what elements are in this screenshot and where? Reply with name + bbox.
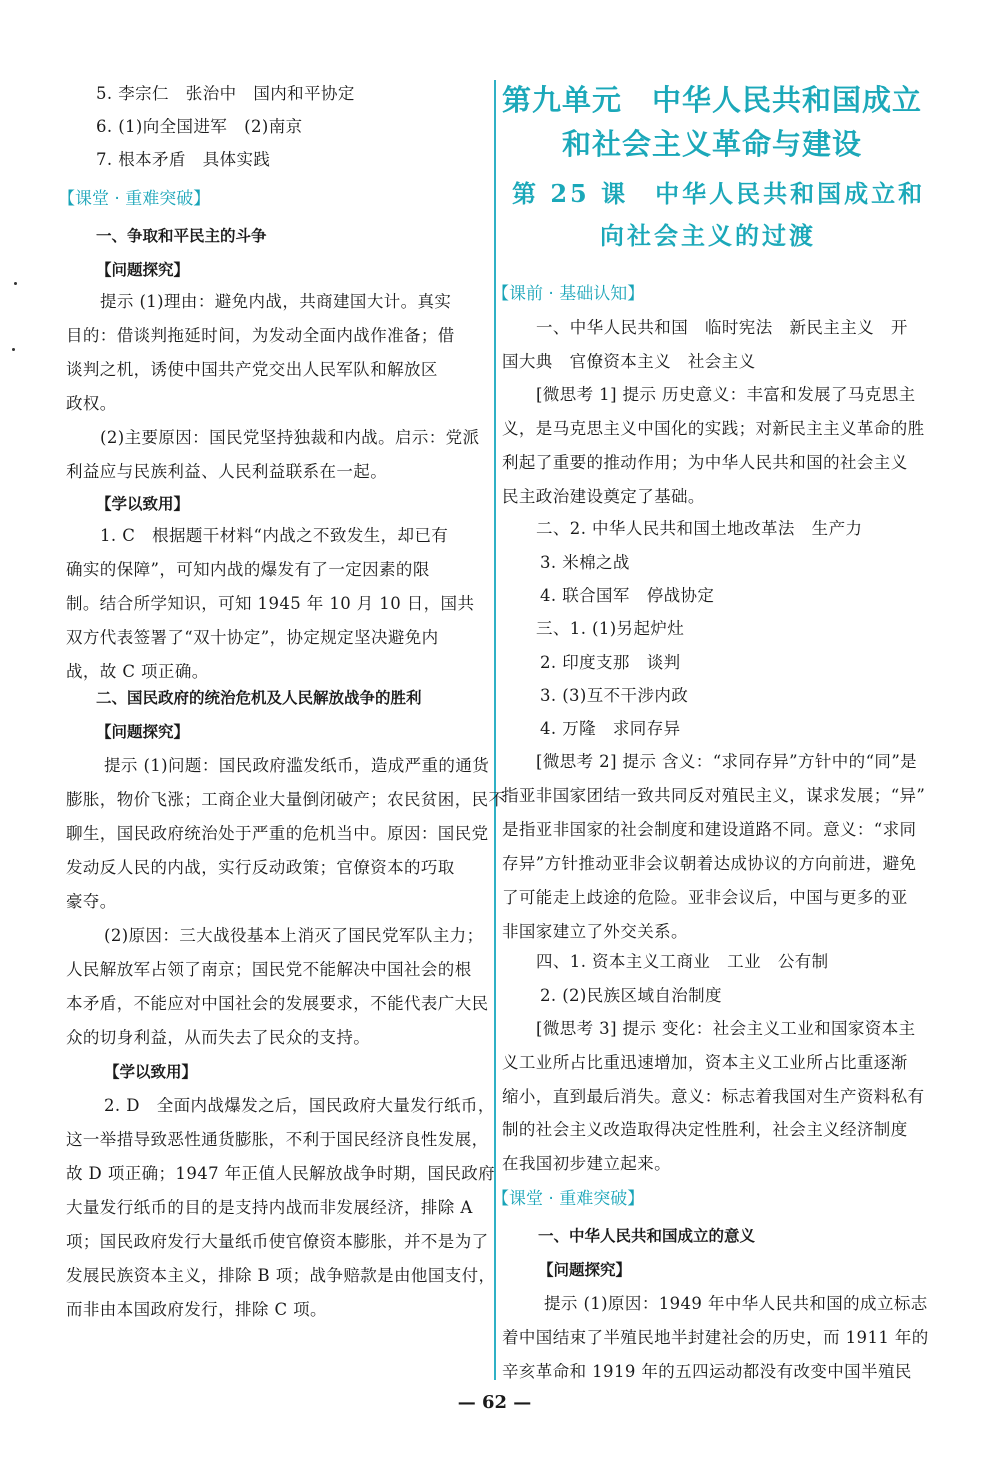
- text-line: 制。结合所学知识，可知 1945 年 10 月 10 日，国共: [66, 594, 475, 613]
- text-line: (2)主要原因：国民党坚持独裁和内战。启示：党派: [100, 428, 480, 447]
- text-line: 政权。: [66, 394, 117, 413]
- subsection-heading: 【问题探究】: [538, 1261, 632, 1279]
- text-line: 指亚非国家团结一致共同反对殖民主义，谋求发展；“异”: [502, 786, 926, 805]
- text-line: [微思考 1] 提示 历史意义：丰富和发展了马克思主: [536, 385, 916, 404]
- text-line: 战，故 C 项正确。: [66, 662, 209, 681]
- text-line: 在我国初步建立起来。: [502, 1154, 671, 1173]
- text-line: 辛亥革命和 1919 年的五四运动都没有改变中国半殖民: [502, 1362, 912, 1381]
- text-line: 义，是马克思主义中国化的实践；对新民主主义革命的胜: [502, 419, 925, 438]
- text-line: 三、1. (1)另起炉灶: [536, 619, 685, 638]
- text-line: 4. 联合国军 停战协定: [540, 586, 715, 605]
- text-line: 提示 (1)理由：避免内战，共商建国大计。真实: [100, 292, 452, 311]
- text-line: 利起了重要的推动作用；为中华人民共和国的社会主义: [502, 453, 908, 472]
- text-line: 义工业所占比重迅速增加，资本主义工业所占比重逐渐: [502, 1053, 908, 1072]
- section-tag: 【课堂 · 重难突破】: [58, 189, 211, 209]
- text-line: 双方代表签署了“双十协定”，协定规定坚决避免内: [66, 628, 439, 647]
- answer-line: 5. 李宗仁 张治中 国内和平协定: [96, 84, 355, 103]
- text-line: 缩小，直到最后消失。意义：标志着我国对生产资料私有: [502, 1087, 925, 1106]
- text-line: 确实的保障”，可知内战的爆发有了一定因素的限: [66, 560, 430, 579]
- text-line: 提示 (1)原因：1949 年中华人民共和国的成立标志: [544, 1294, 928, 1313]
- section-tag: 【课前 · 基础认知】: [492, 284, 645, 304]
- text-line: 3. (3)互不干涉内政: [540, 686, 689, 705]
- subsection-heading: 【学以致用】: [96, 495, 190, 513]
- text-line: 众的切身利益，从而失去了民众的支持。: [66, 1028, 371, 1047]
- text-line: [微思考 2] 提示 含义：“求同存异”方针中的“同”是: [536, 752, 918, 771]
- text-line: 3. 米棉之战: [540, 553, 630, 572]
- section-tag: 【课堂 · 重难突破】: [492, 1189, 645, 1209]
- lesson-title: 向社会主义的过渡: [600, 221, 816, 250]
- text-line: (2)原因：三大战役基本上消灭了国民党军队主力；: [104, 926, 484, 945]
- text-line: 这一举措导致恶性通货膨胀，不利于国民经济良性发展，: [66, 1130, 489, 1149]
- text-line: 制的社会主义改造取得决定性胜利，社会主义经济制度: [502, 1120, 908, 1139]
- text-line: 故 D 项正确；1947 年正值人民解放战争时期，国民政府: [66, 1164, 496, 1183]
- text-line: 项；国民政府发行大量纸币使官僚资本膨胀，并不是为了: [66, 1232, 489, 1251]
- text-line: 2. D 全面内战爆发之后，国民政府大量发行纸币，: [104, 1096, 495, 1115]
- text-line: 聊生，国民政府统治处于严重的危机当中。原因：国民党: [66, 824, 489, 843]
- answer-line: 7. 根本矛盾 具体实践: [96, 150, 271, 169]
- scan-mark: [12, 348, 15, 351]
- lesson-title: 第 25 课 中华人民共和国成立和: [512, 179, 926, 208]
- text-line: 存异”方针推动亚非会议朝着达成协议的方向前进，避免: [502, 854, 917, 873]
- text-line: 四、1. 资本主义工商业 工业 公有制: [536, 952, 829, 971]
- subsection-heading: 【问题探究】: [96, 261, 190, 279]
- text-line: 一、中华人民共和国 临时宪法 新民主主义 开: [536, 318, 908, 337]
- text-line: 非国家建立了外交关系。: [502, 922, 688, 941]
- text-line: 国大典 官僚资本主义 社会主义: [502, 352, 756, 371]
- unit-title: 第九单元 中华人民共和国成立: [502, 83, 923, 117]
- text-line: 是指亚非国家的社会制度和建设道路不同。意义：“求同: [502, 820, 917, 839]
- text-line: [微思考 3] 提示 变化：社会主义工业和国家资本主: [536, 1019, 916, 1038]
- text-line: 发展民族资本主义，排除 B 项；战争赔款是由他国支付，: [66, 1266, 496, 1285]
- text-line: 提示 (1)问题：国民政府滥发纸币，造成严重的通货: [104, 756, 490, 775]
- subsection-heading: 【问题探究】: [96, 723, 190, 741]
- text-line: 谈判之机，诱使中国共产党交出人民军队和解放区: [66, 360, 438, 379]
- scan-mark: [14, 282, 17, 285]
- text-line: 二、2. 中华人民共和国土地改革法 生产力: [536, 519, 863, 538]
- answer-line: 6. (1)向全国进军 (2)南京: [96, 117, 303, 136]
- text-line: 4. 万隆 求同存异: [540, 719, 681, 738]
- text-line: 目的：借谈判拖延时间，为发动全面内战作准备；借: [66, 326, 455, 345]
- text-line: 1. C 根据题干材料“内战之不致发生，却已有: [100, 526, 449, 545]
- text-line: 而非由本国政府发行，排除 C 项。: [66, 1300, 327, 1319]
- text-line: 大量发行纸币的目的是支持内战而非发展经济，排除 A: [66, 1198, 473, 1217]
- text-line: 豪夺。: [66, 892, 117, 911]
- text-line: 着中国结束了半殖民地半封建社会的历史，而 1911 年的: [502, 1328, 929, 1347]
- text-line: 利益应与民族利益、人民利益联系在一起。: [66, 462, 388, 481]
- section-heading: 二、国民政府的统治危机及人民解放战争的胜利: [96, 689, 422, 707]
- unit-title: 和社会主义革命与建设: [562, 127, 863, 161]
- text-line: 人民解放军占领了南京；国民党不能解决中国社会的根: [66, 960, 472, 979]
- section-heading: 一、争取和平民主的斗争: [96, 227, 267, 245]
- text-line: 膨胀，物价飞涨；工商企业大量倒闭破产；农民贫困，民不: [66, 790, 506, 809]
- text-line: 2. (2)民族区域自治制度: [540, 986, 722, 1005]
- text-line: 民主政治建设奠定了基础。: [502, 487, 705, 506]
- section-heading: 一、中华人民共和国成立的意义: [538, 1227, 756, 1245]
- text-line: 了可能走上歧途的危险。亚非会议后，中国与更多的亚: [502, 888, 908, 907]
- page-number: — 62 —: [457, 1392, 532, 1413]
- subsection-heading: 【学以致用】: [104, 1063, 198, 1081]
- text-line: 2. 印度支那 谈判: [540, 653, 681, 672]
- text-line: 本矛盾，不能应对中国社会的发展要求，不能代表广大民: [66, 994, 489, 1013]
- text-line: 发动反人民的内战，实行反动政策；官僚资本的巧取: [66, 858, 455, 877]
